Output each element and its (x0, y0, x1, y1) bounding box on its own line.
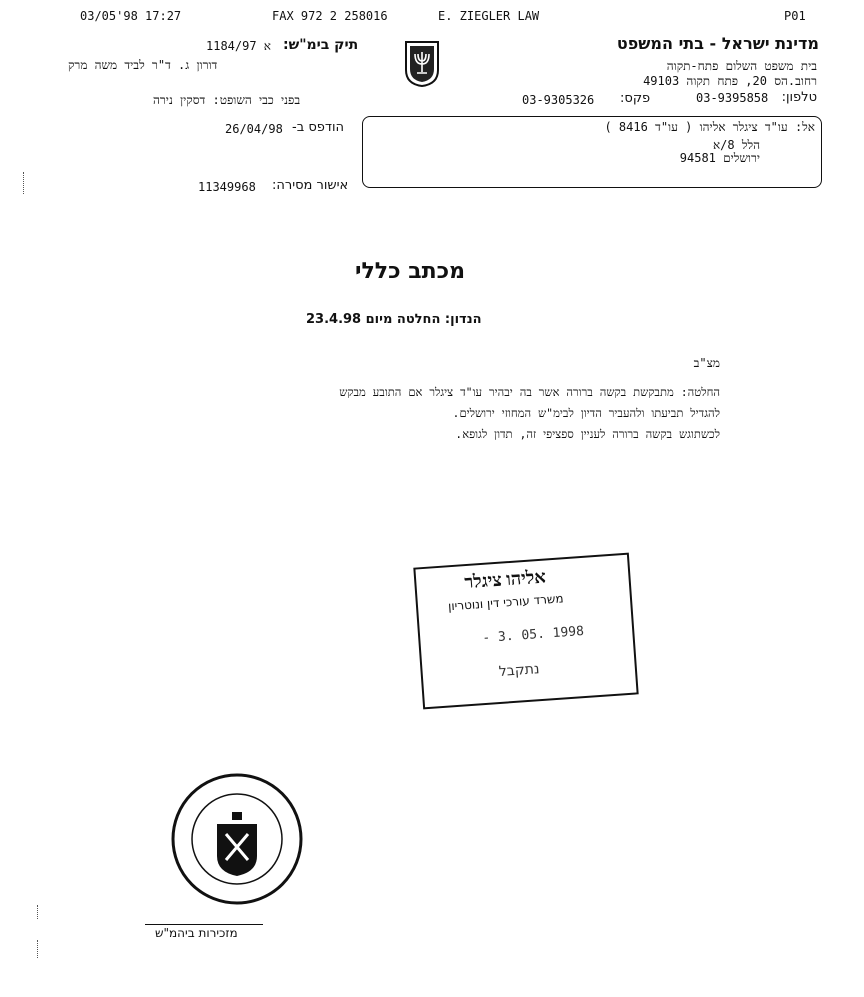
case-judge: בפני כבי השופט: דסקין נירה (153, 93, 301, 107)
case-file-number: א 1184/97 (206, 39, 272, 53)
court-address: רחוב.הס 20, פתח תקוה 49103 (643, 74, 817, 88)
fax-datetime: 03/05'98 17:27 (80, 9, 182, 23)
letter-title: מכתב כללי (355, 259, 466, 284)
case-parties: דורון ג. ד"ר לביד משה מרק (68, 58, 218, 72)
stamp-date: - 3. 05. 1998 (481, 623, 585, 647)
court-seal (170, 772, 304, 906)
letter-body-line: החלטה: מתבקשת בקשה ברורה אשר בה יבהיר עו"ד ציגלר אם התובע מבקש (339, 385, 720, 399)
state-emblem-icon (402, 40, 442, 88)
court-fax-label: פקס: (620, 91, 651, 106)
letter-body-line: להגדיל תביעתו ולהעביר הדיון לבימ"ש המחוזי ירושלים. (452, 406, 720, 420)
margin-mark (37, 940, 41, 958)
receipt-number: 11349968 (198, 180, 256, 194)
stamp-name: אליהו ציגלר (463, 566, 547, 593)
recipient-street: הלל 8/א (712, 138, 760, 152)
printed-label: הודפס ב- (292, 120, 345, 135)
letter-subject: הנדון: החלטה מיום 23.4.98 (306, 312, 482, 327)
margin-mark (23, 172, 27, 194)
fax-number: FAX 972 2 258016 (272, 9, 388, 23)
court-fax: 03-9305326 (522, 93, 595, 107)
letter-intro: מצ"ב (693, 356, 720, 370)
fax-sender: E. ZIEGLER LAW (438, 9, 540, 23)
case-file-label: תיק בימ"ש: (283, 37, 359, 53)
printed-date: 26/04/98 (225, 122, 283, 136)
state-courts-title: מדינת ישראל - בתי המשפט (616, 34, 819, 53)
recipient-city: ירושלים 94581 (679, 151, 760, 165)
recipient-name: אל: עו"ד ציגלר אליהו ( עו"ד 8416 ) (604, 120, 815, 134)
receipt-label: אישור מסירה: (272, 178, 349, 193)
margin-mark (37, 905, 41, 919)
court-phone: 03-9395858 (696, 91, 769, 105)
signature-line (145, 924, 263, 925)
received-stamp (413, 553, 638, 710)
fax-page: P01 (784, 9, 806, 23)
stamp-note: נתקבל (498, 661, 541, 680)
stamp-subtitle: משרד עורכי דין ונוטריון (447, 591, 564, 614)
letter-body-line: לכשתוגש בקשה ברורה לעניין ספציפי זה, תדון לגופא. (455, 427, 720, 441)
court-phone-label: טלפון: (781, 90, 817, 105)
court-name: בית משפט השלום פתח-תקוה (666, 59, 817, 73)
signature-label: מזכירות ביהמ"ש (155, 926, 238, 940)
